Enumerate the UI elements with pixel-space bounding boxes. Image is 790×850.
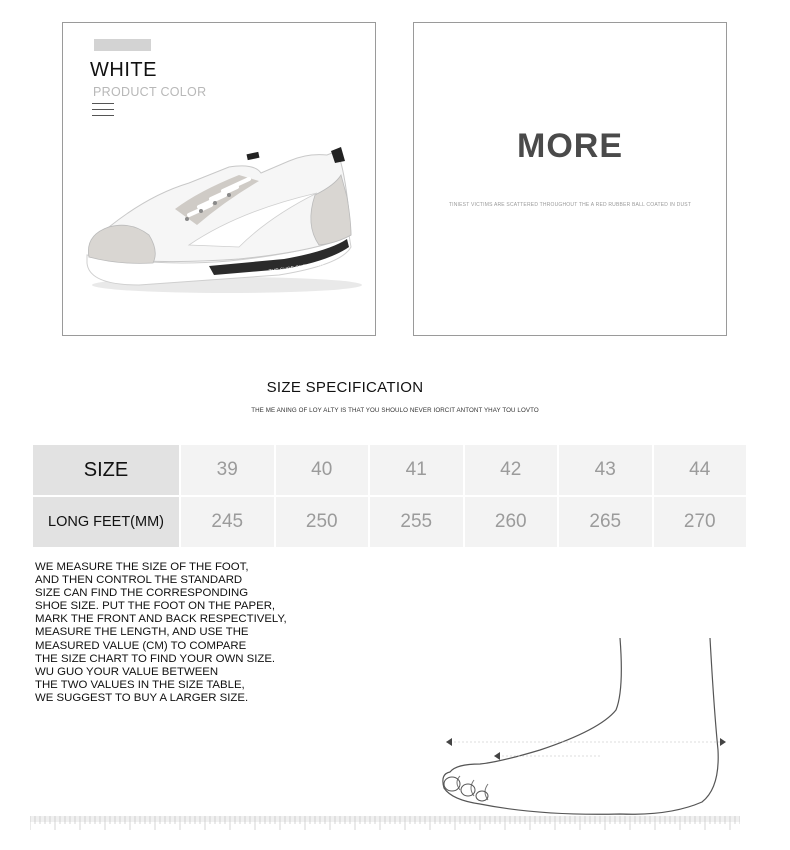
size-cell: 41	[369, 444, 464, 496]
size-cell: 43	[558, 444, 653, 496]
size-cell: 44	[653, 444, 748, 496]
foot-illustration	[420, 630, 750, 820]
feet-length-cell: 255	[369, 496, 464, 548]
more-panel	[413, 22, 727, 336]
shoe-sole-text: THE SHOE ONE STORY	[268, 261, 325, 275]
product-color-panel	[62, 22, 376, 336]
size-row-label: SIZE	[32, 444, 180, 496]
size-row	[32, 444, 747, 496]
size-spec-title: SIZE SPECIFICATION	[266, 379, 424, 396]
menu-lines-icon	[92, 103, 114, 119]
ruler-graphic	[30, 812, 740, 834]
feet-length-cell: 265	[558, 496, 653, 548]
feet-length-row	[32, 496, 747, 548]
size-cell: 39	[180, 444, 275, 496]
accent-bar	[94, 39, 151, 51]
size-cell: 42	[464, 444, 559, 496]
more-title: MORE	[517, 127, 623, 165]
size-table	[31, 443, 748, 549]
color-caption: PRODUCT COLOR	[93, 85, 207, 99]
feet-length-cell: 245	[180, 496, 275, 548]
more-subtitle: TINIEST VICTIMS ARE SCATTERED THROUGHOUT THE A RED RUBBER BALL COATED IN DUST	[448, 202, 692, 208]
color-name: WHITE	[90, 59, 157, 81]
feet-length-cell: 250	[275, 496, 370, 548]
measurement-instructions: WE MEASURE THE SIZE OF THE FOOT, AND THEN CONTROL THE STANDARD SIZE CAN FIND THE CORRESPONDING SHOE SIZE. PUT THE FOOT ON THE PAPER, MARK THE FRONT AND BACK RESPECTIVELY, MEASURE THE LENGTH, AND USE THE MEASURED VALUE (CM) TO COMPARE THE SIZE CHART TO FIND YOUR OWN SIZE. WU GUO YOUR VALUE BETWEEN THE TWO VALUES IN THE SIZE TABLE, WE SUGGEST TO BUY A LARGER SIZE.	[35, 561, 287, 704]
feet-length-cell: 270	[653, 496, 748, 548]
feet-row-label: LONG FEET(MM)	[32, 496, 180, 548]
sneaker-image	[79, 135, 369, 300]
feet-length-cell: 260	[464, 496, 559, 548]
size-cell: 40	[275, 444, 370, 496]
size-spec-subtitle: THE ME ANING OF LOY ALTY IS THAT YOU SHOULO NEVER IORCIT ANTONT YHAY TOU LOVTO	[251, 407, 539, 414]
